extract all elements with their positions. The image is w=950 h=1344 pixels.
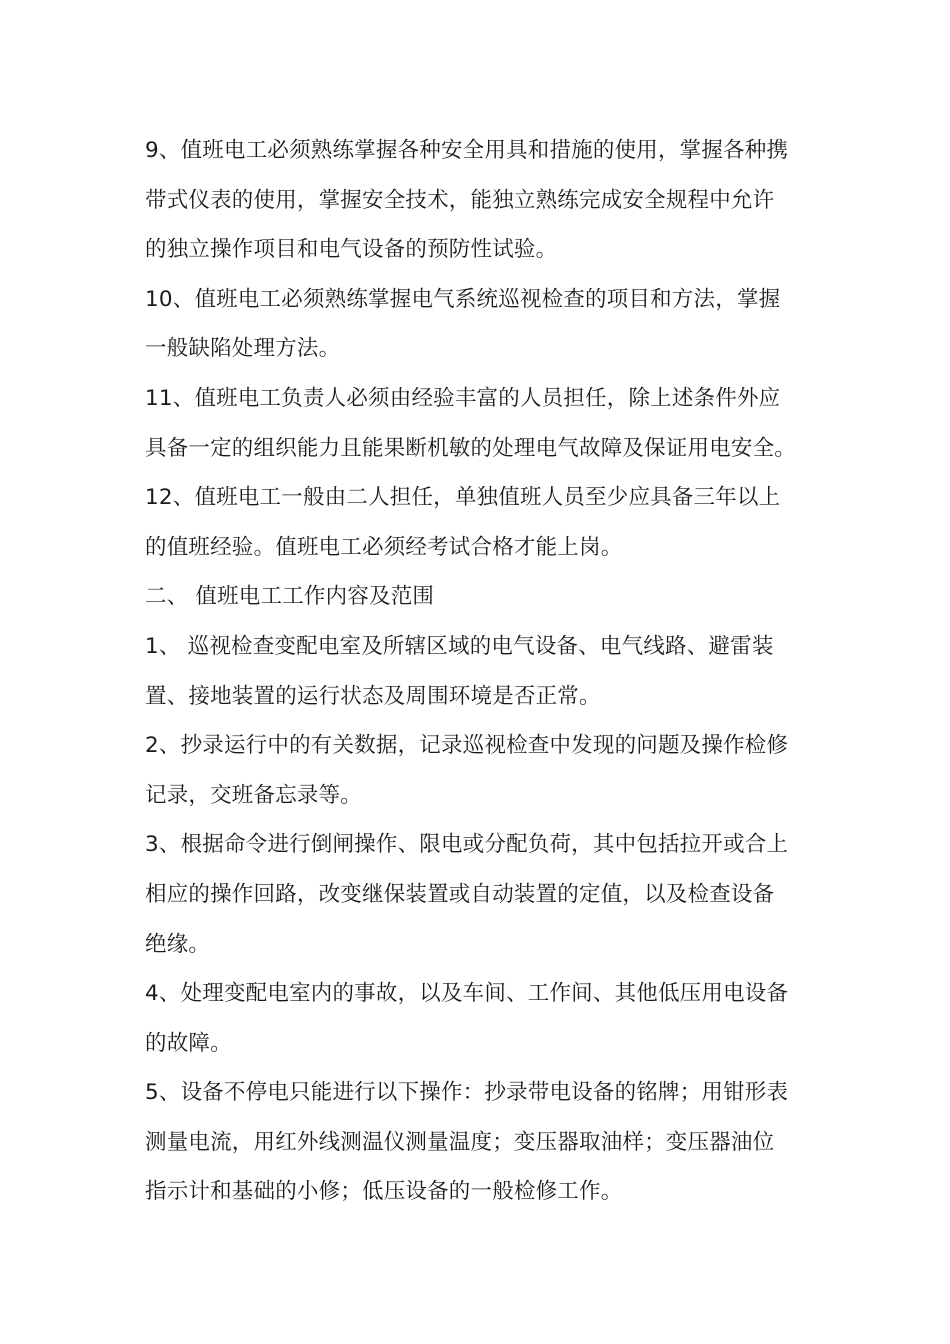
- text-line: 4、处理变配电室内的事故，以及车间、工作间、其他低压用电设备: [145, 981, 789, 1007]
- text-line: 记录，交班备忘录等。: [145, 782, 363, 808]
- paragraph-item-9: [145, 126, 815, 275]
- section-heading-text: 二、 值班电工工作内容及范围: [145, 584, 435, 610]
- paragraph-item-3: [145, 820, 815, 969]
- paragraph-item-11: [145, 374, 815, 473]
- text-line: 9、值班电工必须熟练掌握各种安全用具和措施的使用，掌握各种携: [145, 138, 789, 163]
- text-line: 2、抄录运行中的有关数据，记录巡视检查中发现的问题及操作检修: [145, 733, 789, 759]
- text-line: 相应的操作回路，改变继保装置或自动装置的定值，以及检查设备: [145, 881, 775, 907]
- text-line: 绝缘。: [145, 931, 211, 957]
- text-line: 一般缺陷处理方法。: [145, 336, 341, 362]
- paragraph-item-5: [145, 1068, 815, 1217]
- paragraph-item-1: [145, 622, 815, 721]
- text-line: 3、根据命令进行倒闸操作、限电或分配负荷，其中包括拉开或合上: [145, 832, 789, 858]
- text-line: 置、接地装置的运行状态及周围环境是否正常。: [145, 683, 601, 709]
- text-line: 10、值班电工必须熟练掌握电气系统巡视检查的项目和方法，掌握: [145, 286, 781, 312]
- paragraph-item-12: [145, 473, 815, 572]
- text-line: 带式仪表的使用，掌握安全技术，能独立熟练完成安全规程中允许: [145, 187, 775, 213]
- text-line: 具备一定的组织能力且能果断机敏的处理电气故障及保证用电安全。: [145, 435, 797, 461]
- document-body: [145, 126, 815, 1217]
- text-line: 的故障。: [145, 1030, 232, 1056]
- text-line: 测量电流，用红外线测温仪测量温度；变压器取油样；变压器油位: [145, 1129, 775, 1155]
- section-heading: [145, 572, 815, 622]
- text-line: 11、值班电工负责人必须由经验丰富的人员担任，除上述条件外应: [145, 385, 781, 411]
- paragraph-item-10: [145, 275, 815, 374]
- text-line: 5、设备不停电只能进行以下操作：抄录带电设备的铭牌；用钳形表: [145, 1080, 789, 1106]
- text-line: 指示计和基础的小修；低压设备的一般检修工作。: [145, 1179, 623, 1205]
- text-line: 的值班经验。值班电工必须经考试合格才能上岗。: [145, 534, 623, 560]
- text-line: 1、 巡视检查变配电室及所辖区域的电气设备、电气线路、避雷装: [145, 633, 774, 659]
- text-line: 的独立操作项目和电气设备的预防性试验。: [145, 237, 558, 263]
- paragraph-item-2: [145, 721, 815, 820]
- paragraph-item-4: [145, 969, 815, 1068]
- text-line: 12、值班电工一般由二人担任，单独值班人员至少应具备三年以上: [145, 485, 781, 511]
